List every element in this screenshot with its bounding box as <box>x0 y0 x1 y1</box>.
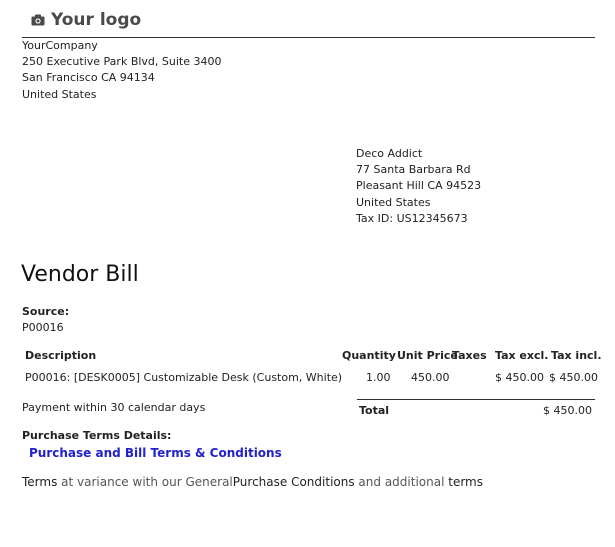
terms-text-3: Purchase Conditions <box>232 475 355 489</box>
line-tax-incl: $ 450.00 <box>549 371 598 384</box>
partner-name: Deco Addict <box>356 147 423 160</box>
header-tax-incl: Tax incl. <box>551 349 602 362</box>
header-description: Description <box>25 349 97 362</box>
terms-conditions-link[interactable]: Purchase and Bill Terms & Conditions <box>29 446 282 460</box>
terms-text-4: and additional <box>354 475 449 489</box>
company-country: United States <box>22 87 97 101</box>
line-description: P00016: [DESK0005] Customizable Desk (Custom, White) <box>25 371 343 384</box>
partner-tax-id: Tax ID: US12345673 <box>356 211 468 225</box>
company-logo <box>31 10 141 30</box>
header-taxes: Taxes <box>452 349 487 362</box>
source-value: P00016 <box>22 321 64 334</box>
terms-text-2: at variance with our General <box>57 475 233 489</box>
totals-divider <box>357 399 595 400</box>
partner-address <box>356 146 481 227</box>
total-value: $ 450.00 <box>543 404 592 417</box>
company-city: San Francisco CA 94134 <box>22 71 155 85</box>
purchase-terms-label: Purchase Terms Details: <box>22 429 172 442</box>
line-tax-excl: $ 450.00 <box>495 371 544 384</box>
line-quantity: 1.00 <box>366 371 391 384</box>
terms-word-5: terms <box>448 475 483 489</box>
company-name: YourCompany <box>22 39 98 52</box>
terms-statement <box>22 475 483 489</box>
header-quantity: Quantity <box>342 349 396 362</box>
company-address <box>22 38 221 103</box>
header-unit-price: Unit Price <box>397 349 458 362</box>
logo-text: Your logo <box>51 10 142 30</box>
source-label: Source: <box>22 305 70 318</box>
payment-terms: Payment within 30 calendar days <box>22 401 206 414</box>
partner-street: 77 Santa Barbara Rd <box>356 163 471 177</box>
line-unit-price: 450.00 <box>411 371 450 384</box>
header-tax-excl: Tax excl. <box>495 349 549 362</box>
document-title: Vendor Bill <box>21 262 139 287</box>
camera-icon <box>31 14 45 26</box>
partner-country: United States <box>356 195 431 209</box>
partner-city: Pleasant Hill CA 94523 <box>356 179 482 193</box>
company-street: 250 Executive Park Blvd, Suite 3400 <box>22 55 222 69</box>
terms-word-1: Terms <box>22 475 58 489</box>
total-label: Total <box>359 404 390 417</box>
